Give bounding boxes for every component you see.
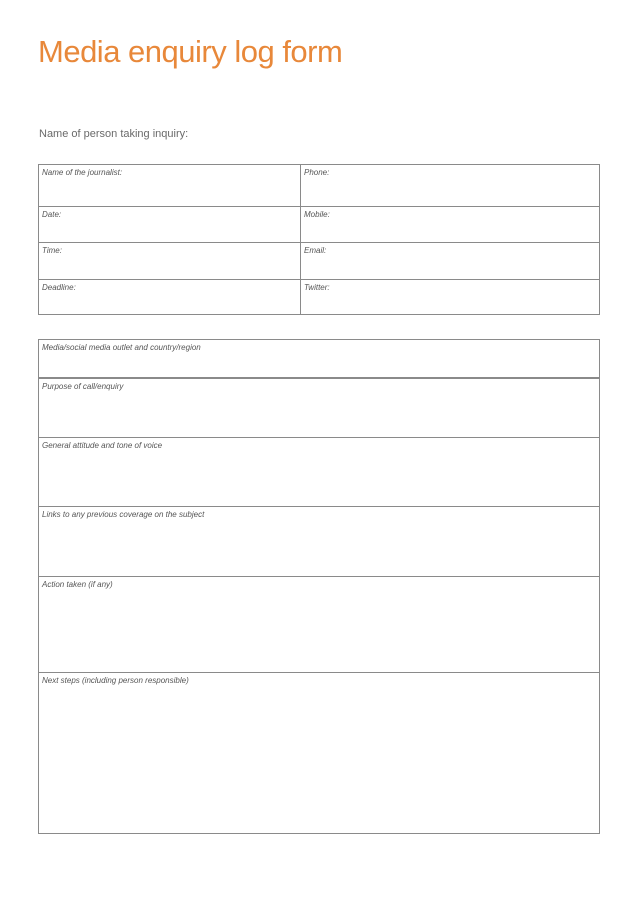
details-row-time [39, 242, 599, 279]
twitter-label: Twitter: [304, 283, 330, 292]
attitude-label: General attitude and tone of voice [42, 441, 163, 450]
date-label: Date: [42, 210, 62, 219]
person-taking-inquiry-field[interactable] [39, 128, 188, 140]
twitter-field[interactable] [301, 280, 599, 314]
journalist-details-table [38, 164, 600, 315]
time-label: Time: [42, 246, 62, 255]
previous-coverage-label: Links to any previous coverage on the subject [42, 510, 205, 519]
action-taken-label: Action taken (if any) [42, 580, 113, 589]
phone-label: Phone: [304, 168, 330, 177]
time-field[interactable] [39, 243, 301, 279]
email-field[interactable] [301, 243, 599, 279]
person-taking-inquiry-label: Name of person taking inquiry: [39, 128, 189, 140]
deadline-label: Deadline: [42, 283, 76, 292]
date-field[interactable] [39, 207, 301, 242]
media-outlet-label: Media/social media outlet and country/region [42, 343, 201, 352]
deadline-field[interactable] [39, 280, 301, 314]
media-outlet-field[interactable] [39, 340, 599, 377]
mobile-field[interactable] [301, 207, 599, 242]
enquiry-details-stack [38, 339, 600, 834]
attitude-field[interactable] [39, 437, 599, 506]
email-label: Email: [304, 246, 327, 255]
details-row-deadline [39, 279, 599, 314]
mobile-label: Mobile: [304, 210, 330, 219]
next-steps-field[interactable] [39, 672, 599, 833]
purpose-field[interactable] [39, 377, 599, 437]
journalist-name-field[interactable] [39, 165, 301, 206]
next-steps-label: Next steps (including person responsible) [42, 676, 189, 685]
phone-field[interactable] [301, 165, 599, 206]
journalist-name-label: Name of the journalist: [42, 168, 123, 177]
form-title: Media enquiry log form [38, 34, 343, 69]
purpose-label: Purpose of call/enquiry [42, 382, 124, 391]
action-taken-field[interactable] [39, 576, 599, 672]
details-row-journalist [39, 165, 599, 206]
details-row-date [39, 206, 599, 242]
previous-coverage-field[interactable] [39, 506, 599, 576]
